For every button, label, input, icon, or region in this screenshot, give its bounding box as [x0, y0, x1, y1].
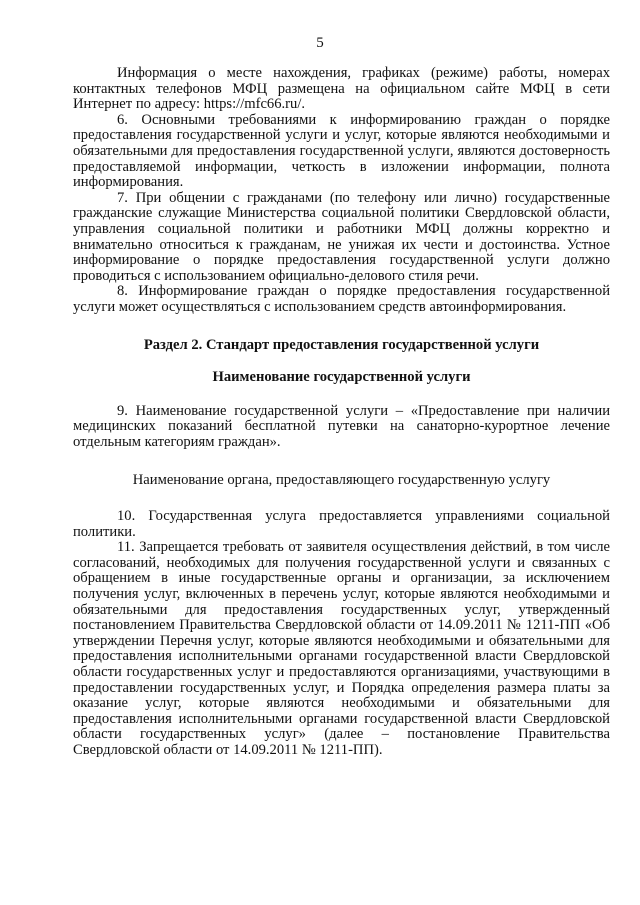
- paragraph-10: 10. Государственная услуга предоставляется управлениями социальной политики.: [73, 508, 610, 540]
- section-2-heading: Раздел 2. Стандарт предоставления государственной услуги: [143, 336, 540, 353]
- paragraph-11: 11. Запрещается требовать от заявителя осуществления действий, в том числе согласований, необходимых для получения государственной услуги и связанных с обращением в иные государственные органы и организации, за исключением получения услуг, включенных в перечень услуг, которые являются необходимыми и обязательными для предоставления государственных услуг, утвержденный постановлением Правительства Свердловской области от 14.09.2011 № 1211-ПП «Об утверждении Перечня услуг, которые являются необходимыми и обязательными для предоставления исполнительными органами государственной власти Свердловской области государственных услуг и предоставляются организациями, участвующими в предоставлении государственных услуг, и Порядка определения размера платы за оказание услуг, которые являются необходимыми и обязательными для предоставления исполнительными органами государственной власти Свердловской области государственных услуг» (далее – постановление Правительства Свердловской области от 14.09.2011 № 1211-ПП).: [73, 539, 610, 758]
- paragraph-6: 6. Основными требованиями к информированию граждан о порядке предоставления государственной услуги и услуг, которые являются необходимыми и обязательными для предоставления государственной услуги, являются достоверность предоставляемой информации, четкость в изложении информации, полнота информирования.: [73, 111, 610, 191]
- service-name-heading: Наименование государственной услуги: [212, 369, 471, 386]
- paragraph-8: 8. Информирование граждан о порядке предоставления государственной услуги может осуществляться с использованием средств автоинформирования.: [73, 283, 610, 315]
- document-body: [73, 66, 610, 759]
- organ-heading: Наименование органа, предоставляющего государственную услугу: [132, 472, 551, 489]
- page-number: 5: [316, 35, 324, 51]
- paragraph-7: 7. При общении с гражданами (по телефону или лично) государственные гражданские служащие Министерства социальной политики Свердловской области, управления социальной политики и работники МФЦ должны корректно и внимательно относиться к гражданам, не унижая их чести и достоинства. Устное информирование о порядке предоставления государственной услуги должно проводиться с использованием официально-делового стиля речи.: [73, 189, 610, 284]
- paragraph-9: 9. Наименование государственной услуги – «Предоставление при наличии медицинских показаний бесплатной путевки на санаторно-курортное лечение отдельным категориям граждан».: [73, 402, 610, 450]
- mfc-info-paragraph: Информация о месте нахождения, графиках (режиме) работы, номерах контактных телефонов МФЦ размещена на официальном сайте МФЦ в сети Интернет по адресу: https://mfc66.ru/.: [73, 65, 610, 113]
